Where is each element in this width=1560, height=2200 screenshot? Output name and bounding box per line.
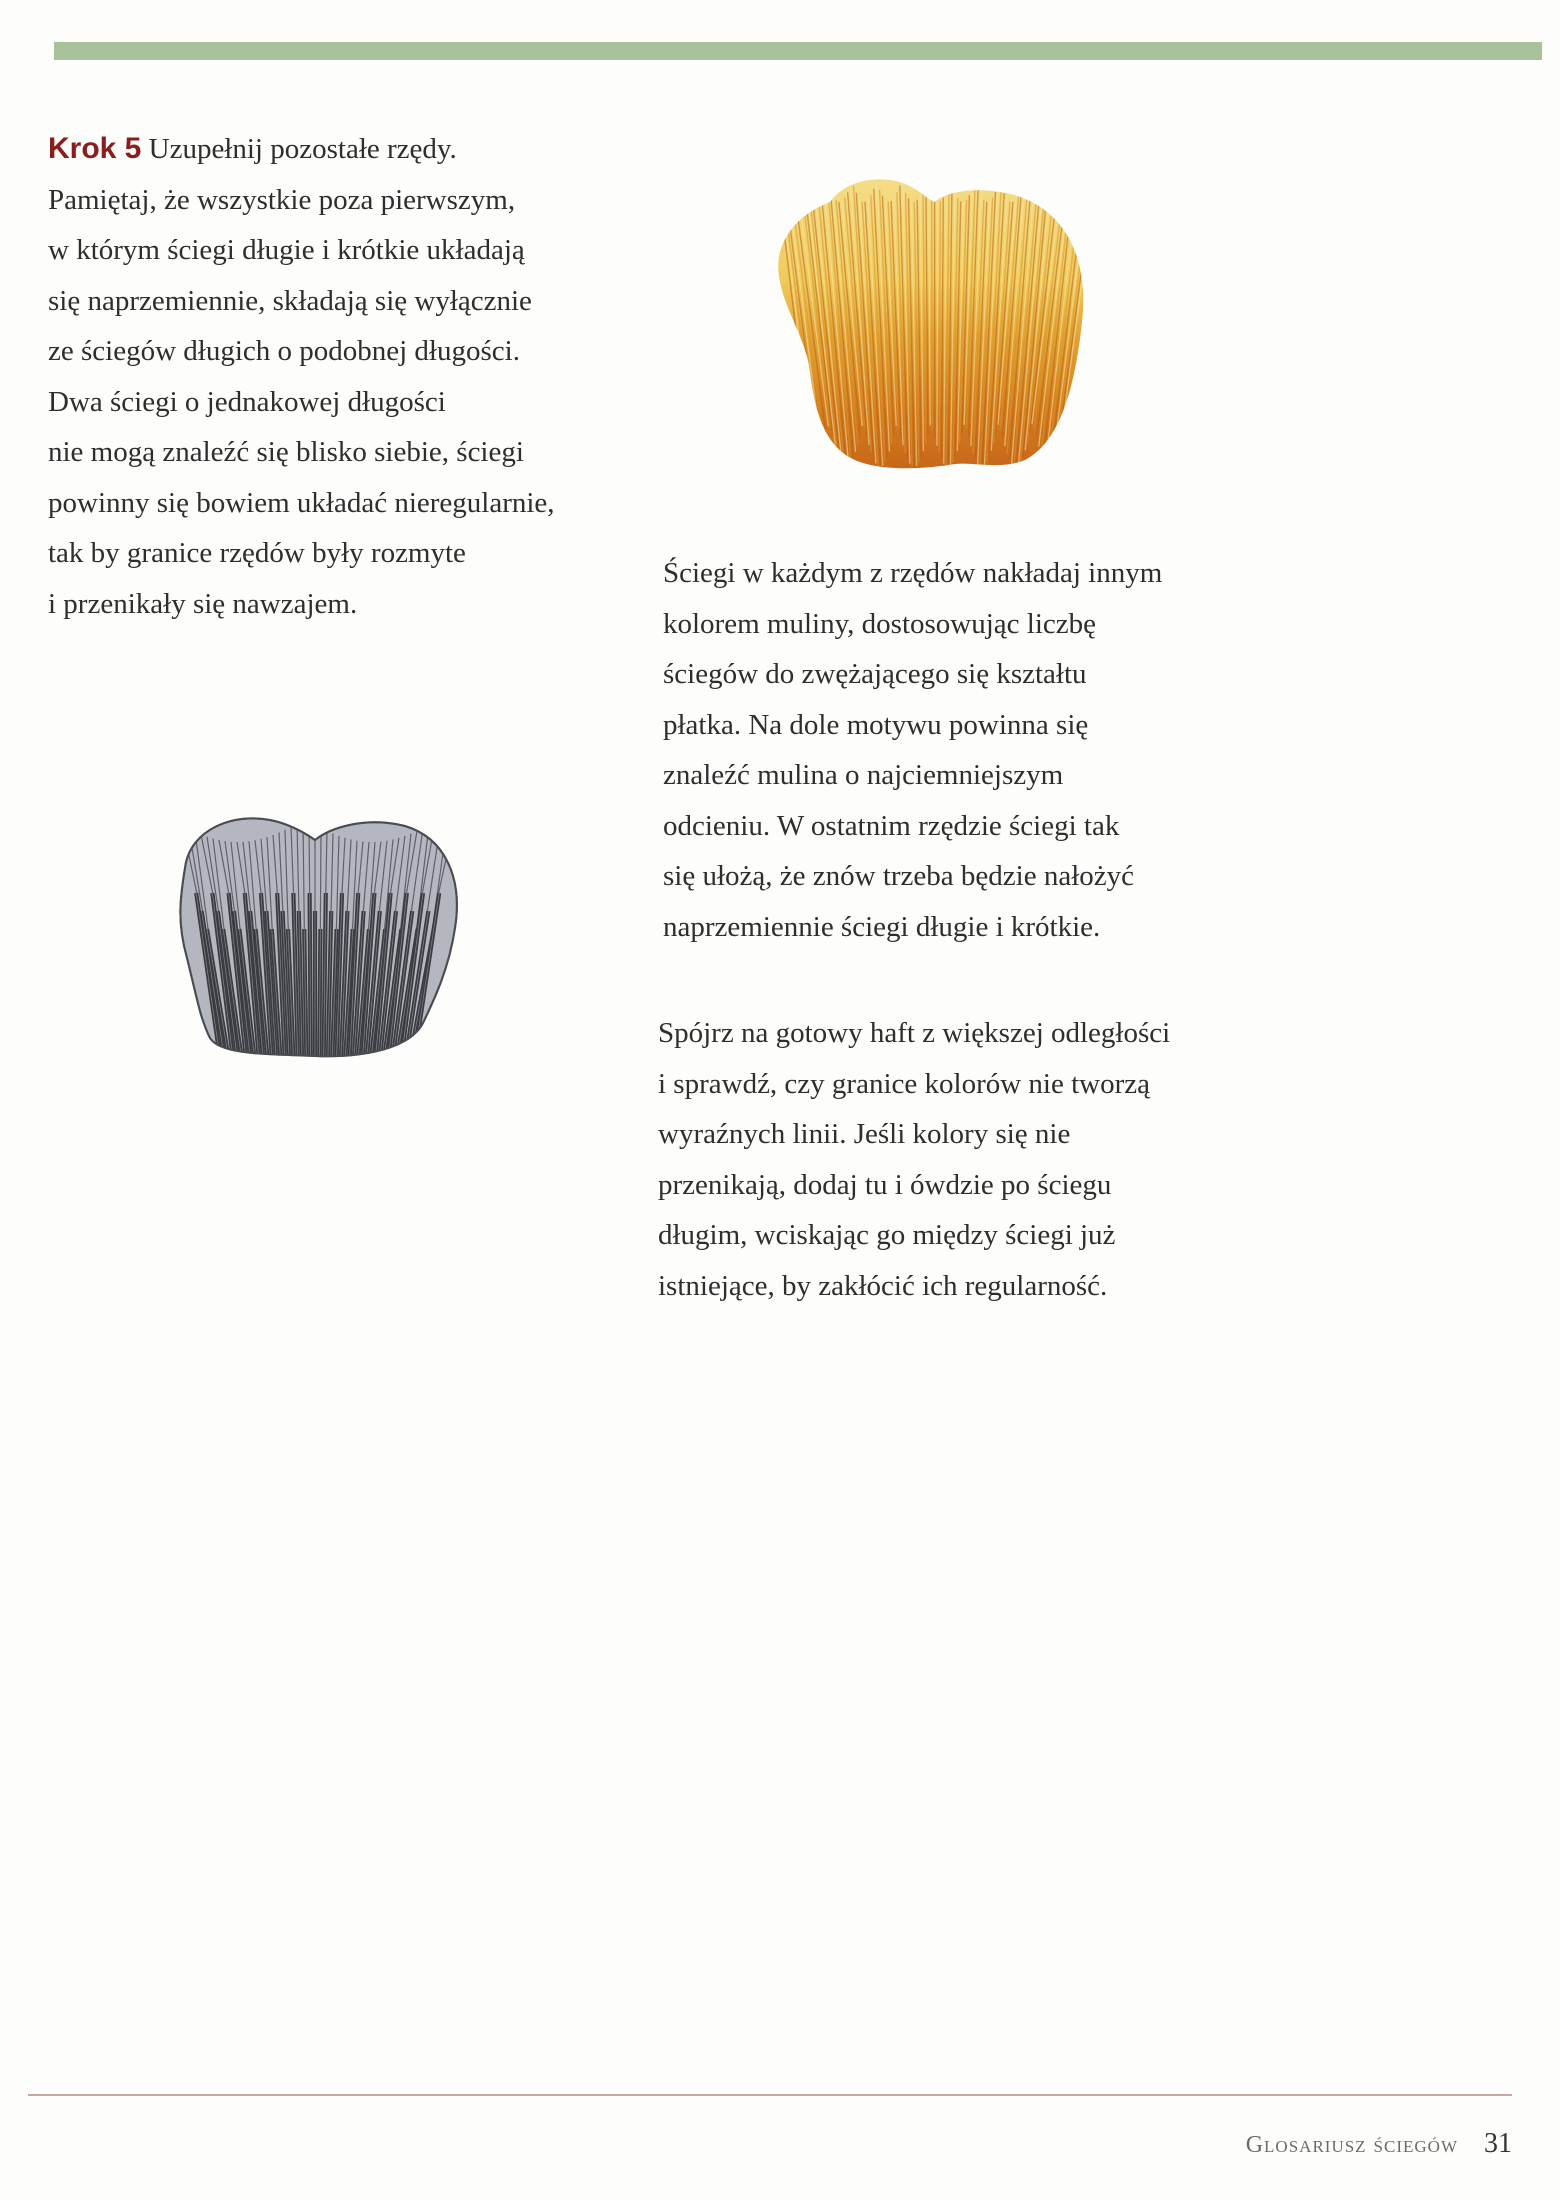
step-line: ze ściegów długich o podobnej długości.	[48, 335, 520, 367]
step-first-line-text: Uzupełnij pozostałe rzędy.	[141, 133, 457, 165]
step-line: się naprzemiennie, składają się wyłącznie	[48, 284, 532, 317]
top-decorative-band	[54, 42, 1542, 60]
paragraph-line: wyraźnych linii. Jeśli kolory się nie	[658, 1118, 1071, 1150]
footer-section-title: Glosariusz ściegów	[1245, 2132, 1458, 2158]
page-footer	[1246, 2128, 1512, 2160]
color-rows-paragraph	[663, 548, 1303, 952]
step-line: Pamiętaj, że wszystkie poza pierwszym,	[48, 183, 516, 216]
paragraph-line: naprzemiennie ściegi długie i krótkie.	[663, 910, 1101, 943]
paragraph-line: się ułożą, że znów trzeba będzie nałożyć	[663, 860, 1134, 892]
step-line: powinny się bowiem układać nieregularnie,	[48, 486, 555, 519]
step-line: nie mogą znaleźć się blisko siebie, ściegi	[48, 436, 524, 468]
paragraph-line: płatka. Na dole motywu powinna się	[663, 708, 1089, 741]
step-first-line	[48, 124, 648, 175]
paragraph-line: ściegów do zwężającego się kształtu	[663, 658, 1087, 690]
paragraph-line: przenikają, dodaj tu i ówdzie po ściegu	[658, 1168, 1112, 1201]
paragraph-line: odcieniu. W ostatnim rzędzie ściegi tak	[663, 809, 1120, 842]
step-label: Krok 5	[48, 132, 142, 165]
step-line: tak by granice rzędów były rozmyte	[48, 537, 466, 569]
paragraph-line: Spójrz na gotowy haft z większej odległości	[658, 1017, 1171, 1049]
step-line: i przenikały się nawzajem.	[48, 587, 358, 620]
footer-rule	[28, 2094, 1512, 2096]
paragraph-line: i sprawdź, czy granice kolorów nie tworzą	[658, 1067, 1150, 1100]
paragraph-line: istniejące, by zakłócić ich regularność.	[658, 1269, 1108, 1302]
step-text-block	[48, 124, 648, 629]
stitch-diagram-image	[165, 808, 465, 1068]
paragraph-line: znaleźć mulina o najciemniejszym	[663, 759, 1064, 791]
step-line: w którym ściegi długie i krótkie układają	[48, 234, 525, 266]
step-line: Dwa ściegi o jednakowej długości	[48, 385, 446, 418]
page-number: 31	[1484, 2128, 1512, 2159]
paragraph-line: Ściegi w każdym z rzędów nakładaj innym	[663, 557, 1163, 589]
paragraph-line: kolorem muliny, dostosowując liczbę	[663, 607, 1097, 640]
embroidered-petal-image	[770, 172, 1100, 472]
paragraph-line: długim, wciskając go między ściegi już	[658, 1219, 1116, 1251]
check-paragraph	[658, 1008, 1298, 1311]
